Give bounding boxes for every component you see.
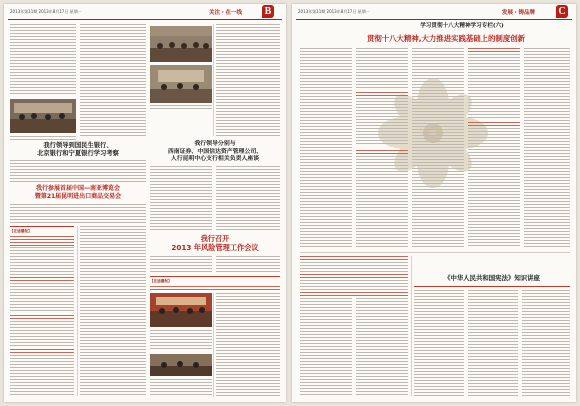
article-photo: [10, 99, 76, 133]
right-page-letter: C: [556, 5, 568, 18]
article-text: [300, 262, 408, 272]
headline-line: 人行昆明中心支行相关负责人座谈: [170, 155, 260, 163]
article-text: [216, 293, 280, 397]
article-text: [522, 290, 570, 396]
main-headline: 贯彻十八大精神,大力推进实践基础上的制度创新: [366, 34, 525, 43]
right-page: [292, 4, 576, 402]
article-text: [150, 330, 212, 350]
article-text: [356, 48, 408, 88]
column-divider: [411, 256, 412, 396]
subheading: [468, 48, 520, 52]
article-text: [300, 280, 408, 290]
article-photo: [150, 293, 212, 327]
group-photo-icon: [150, 354, 212, 376]
dispatch-item-title: [150, 286, 280, 290]
article-text: [150, 166, 212, 230]
subheading: [468, 122, 520, 126]
dispatch-item-title: [10, 277, 74, 281]
right-header-section: 发展・铸品牌: [502, 10, 536, 16]
section-divider: [300, 252, 570, 253]
dispatch-item-text: [10, 283, 74, 313]
lecture-headline: 《中华人民共和国宪法》知识讲座: [444, 274, 540, 282]
article-text: [414, 290, 464, 396]
left-page-header: [4, 4, 286, 20]
article-text: [468, 128, 520, 248]
headline-line: 西南证券、中国信达资产管理公司、: [167, 147, 263, 155]
left-page-letter: B: [262, 5, 274, 18]
article-text: [80, 226, 146, 396]
dispatch-item-title: [10, 349, 74, 353]
article-photo: [150, 26, 212, 62]
headline-line: 2013 年风险管理工作会议: [171, 243, 259, 252]
left-page: [4, 4, 286, 402]
right-header-date: 2013年第11期 2013年8月17日 星期一: [298, 9, 370, 14]
article-text: [216, 256, 280, 272]
article-text: [468, 290, 518, 396]
left-header-date: 2013年第11期 2013年8月17日 星期一: [10, 9, 82, 14]
article-text: [300, 48, 352, 248]
headline-line: 我行领导到国民生银行、: [43, 142, 113, 149]
subheading: [356, 150, 408, 154]
subheading: [300, 274, 408, 278]
article-text: [150, 379, 212, 397]
subheading: [300, 256, 408, 260]
article-text: [468, 54, 520, 118]
dispatch-item-text: [10, 355, 74, 397]
headline-expo: [10, 185, 146, 201]
photo-caption: [150, 105, 212, 109]
article-photo: [150, 354, 212, 376]
headline-line: 我行召开: [200, 234, 230, 243]
dispatch-label: 【在途播报】: [150, 279, 172, 283]
section-rule: [414, 286, 570, 287]
photo-caption: [10, 136, 76, 140]
article-text: [300, 298, 352, 396]
right-header-rule: [296, 19, 572, 20]
article-text: [356, 156, 408, 248]
dispatch-label: 【在途播报】: [10, 229, 32, 233]
article-text: [10, 204, 146, 224]
column-divider: [213, 293, 214, 397]
headline-line: 北京银行和宁夏银行学习考察: [37, 149, 119, 157]
article-text: [10, 160, 146, 182]
column-divider: [213, 24, 214, 136]
article-text: [412, 48, 464, 248]
right-page-header: [292, 4, 576, 20]
article-text: [524, 48, 570, 248]
seminar-photo-icon: [150, 293, 212, 327]
article-text: [356, 98, 408, 146]
dispatch-item-text: [10, 321, 74, 347]
article-text: [10, 24, 76, 96]
section-rule: [10, 226, 74, 227]
article-text: [216, 24, 280, 136]
subheading: [300, 292, 408, 296]
article-photo: [150, 65, 212, 103]
headline-talks: [150, 140, 280, 163]
subheading: [356, 92, 408, 96]
left-header-rule: [8, 19, 282, 20]
article-text: [150, 256, 212, 272]
meeting-room-photo-icon: [150, 65, 212, 103]
dispatch-item-title: [10, 315, 74, 319]
conference-photo-icon: [150, 26, 212, 62]
meeting-photo-icon: [10, 99, 76, 133]
article-text: [356, 298, 408, 396]
headline-line: 暨第21届昆明进出口商品交易会: [34, 193, 122, 200]
headline-line: 我行领导分别与: [194, 140, 236, 147]
dispatch-item-text: [10, 247, 74, 275]
left-header-section: 关注・在一线: [209, 10, 243, 16]
headline-line: 我行参展首届中国—南亚博览会: [35, 185, 120, 192]
column-kicker: 学习贯彻十八大精神学习专栏(六): [420, 23, 504, 29]
column-divider: [77, 226, 78, 396]
article-text: [80, 24, 146, 136]
headline-delegation: [10, 142, 146, 157]
article-text: [216, 166, 280, 230]
headline-risk-meeting: [150, 234, 280, 252]
section-rule: [150, 276, 280, 277]
dispatch-item-title: [10, 236, 74, 246]
